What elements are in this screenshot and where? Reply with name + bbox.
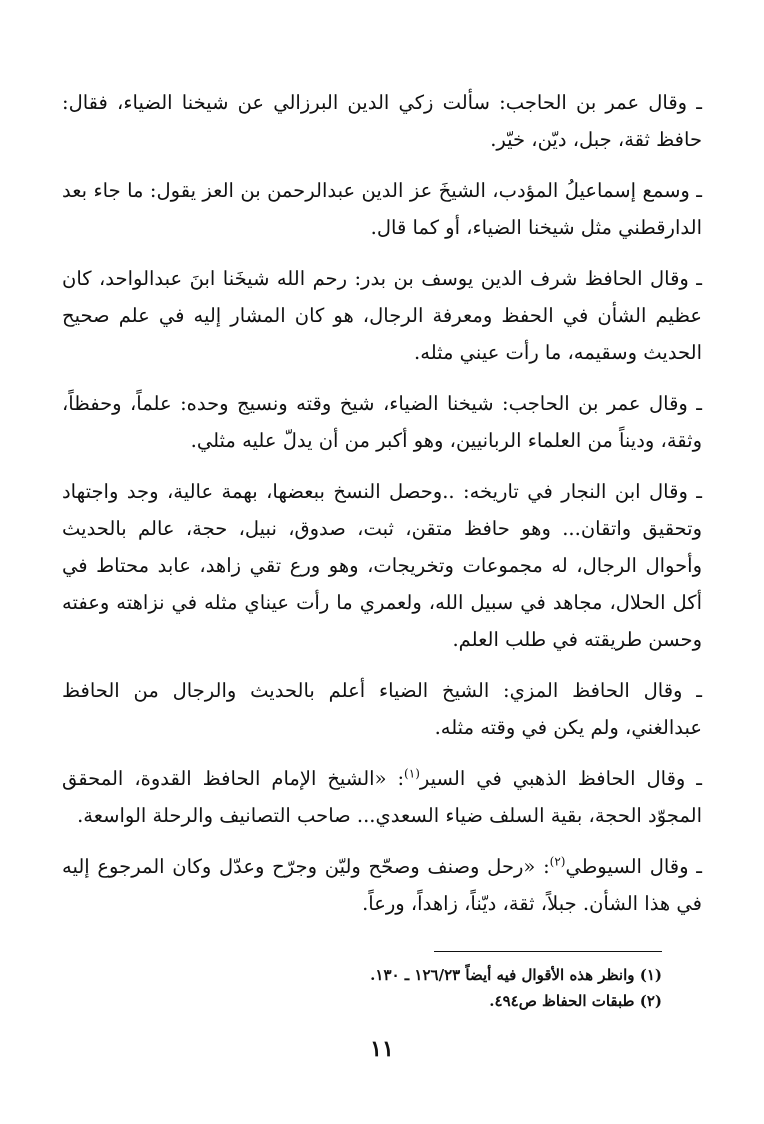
paragraph-text: ـ وقال الحافظ شرف الدين يوسف بن بدر: رحم الله شيخَنا ابنَ عبدالواحد، كان عظيم الشأن في الحفظ ومعرفة الرجال، هو كان المشار إليه في علم صحيح الحديث وسقيمه، ما رأت عيني مثله. xyxy=(62,267,702,364)
footnote-marker: (١) xyxy=(404,766,420,781)
footnotes xyxy=(102,962,662,1014)
paragraph-lead: ـ وقال الحافظ الذهبي في السير xyxy=(419,767,703,790)
footnote-number: (٢) xyxy=(639,992,662,1010)
paragraph-text: : «الشيخ الإمام الحافظ القدوة، المحقق المجوّد الحجة، بقية السلف ضياء السعدي... صاحب التصانيف والرحلة الواسعة. xyxy=(62,767,702,827)
paragraph-dhahabi-quote xyxy=(62,760,702,834)
footnote-2 xyxy=(102,988,662,1014)
footnote-text: طبقات الحفاظ ص٤٩٤. xyxy=(489,992,635,1010)
page-number: ١١ xyxy=(370,1036,394,1062)
paragraph-sharaf-quote xyxy=(62,260,702,371)
footnote-separator xyxy=(434,951,662,952)
footnote-text: وانظر هذه الأقوال فيه أيضاً ١٢٦/٢٣ ـ ١٣٠. xyxy=(370,966,635,984)
paragraph-barzali-quote xyxy=(62,84,702,158)
paragraph-text: ـ وقال عمر بن الحاجب: شيخنا الضياء، شيخ وقته ونسيج وحده: علماً، وحفظاً، وثقة، وديناً من العلماء الربانيين، وهو أكبر من أن يدلّ عليه مثلي. xyxy=(62,392,702,452)
paragraph-text: ـ وقال الحافظ المزي: الشيخ الضياء أعلم بالحديث والرجال من الحافظ عبدالغني، ولم يكن في وقته مثله. xyxy=(62,679,702,739)
paragraph-text: : «رحل وصنف وصحّح وليّن وجرّح وعدّل وكان المرجوع إليه في هذا الشأن. جبلاً، ثقة، ديّناً، زاهداً، ورعاً. xyxy=(62,855,702,915)
body-text xyxy=(62,84,702,922)
paragraph-izz-quote xyxy=(62,172,702,246)
paragraph-text: ـ وسمع إسماعيلُ المؤدب، الشيخَ عز الدين عبدالرحمن بن العز يقول: ما جاء بعد الدارقطني مثل شيخنا الضياء، أو كما قال. xyxy=(62,179,702,239)
footnote-marker: (٢) xyxy=(549,854,566,869)
paragraph-ibn-hajib-quote xyxy=(62,385,702,459)
footnote-number: (١) xyxy=(639,966,662,984)
paragraph-suyuti-quote xyxy=(62,848,702,922)
footnote-1 xyxy=(102,962,662,988)
paragraph-text: ـ وقال عمر بن الحاجب: سألت زكي الدين البرزالي عن شيخنا الضياء، فقال: حافظ ثقة، جبل، ديّن، خيّر. xyxy=(62,91,702,151)
paragraph-mizzi-quote xyxy=(62,672,702,746)
paragraph-text: ـ وقال ابن النجار في تاريخه: ..وحصل النسخ ببعضها، بهمة عالية، وجد واجتهاد وتحقيق واتقان... وهو حافظ متقن، ثبت، صدوق، نبيل، حجة، عالم بالحديث وأحوال الرجال، له مجموعات وتخريجات، وهو ورع تقي زاهد، عابد محتاط في أكل الحلال، مجاهد في سبيل الله، ولعمري ما رأت عيناي مثله في نزاهته وعفته وحسن طريقته في طلب العلم. xyxy=(62,480,702,651)
paragraph-ibn-najjar-quote xyxy=(62,473,702,658)
paragraph-lead: ـ وقال السيوطي xyxy=(565,855,702,878)
